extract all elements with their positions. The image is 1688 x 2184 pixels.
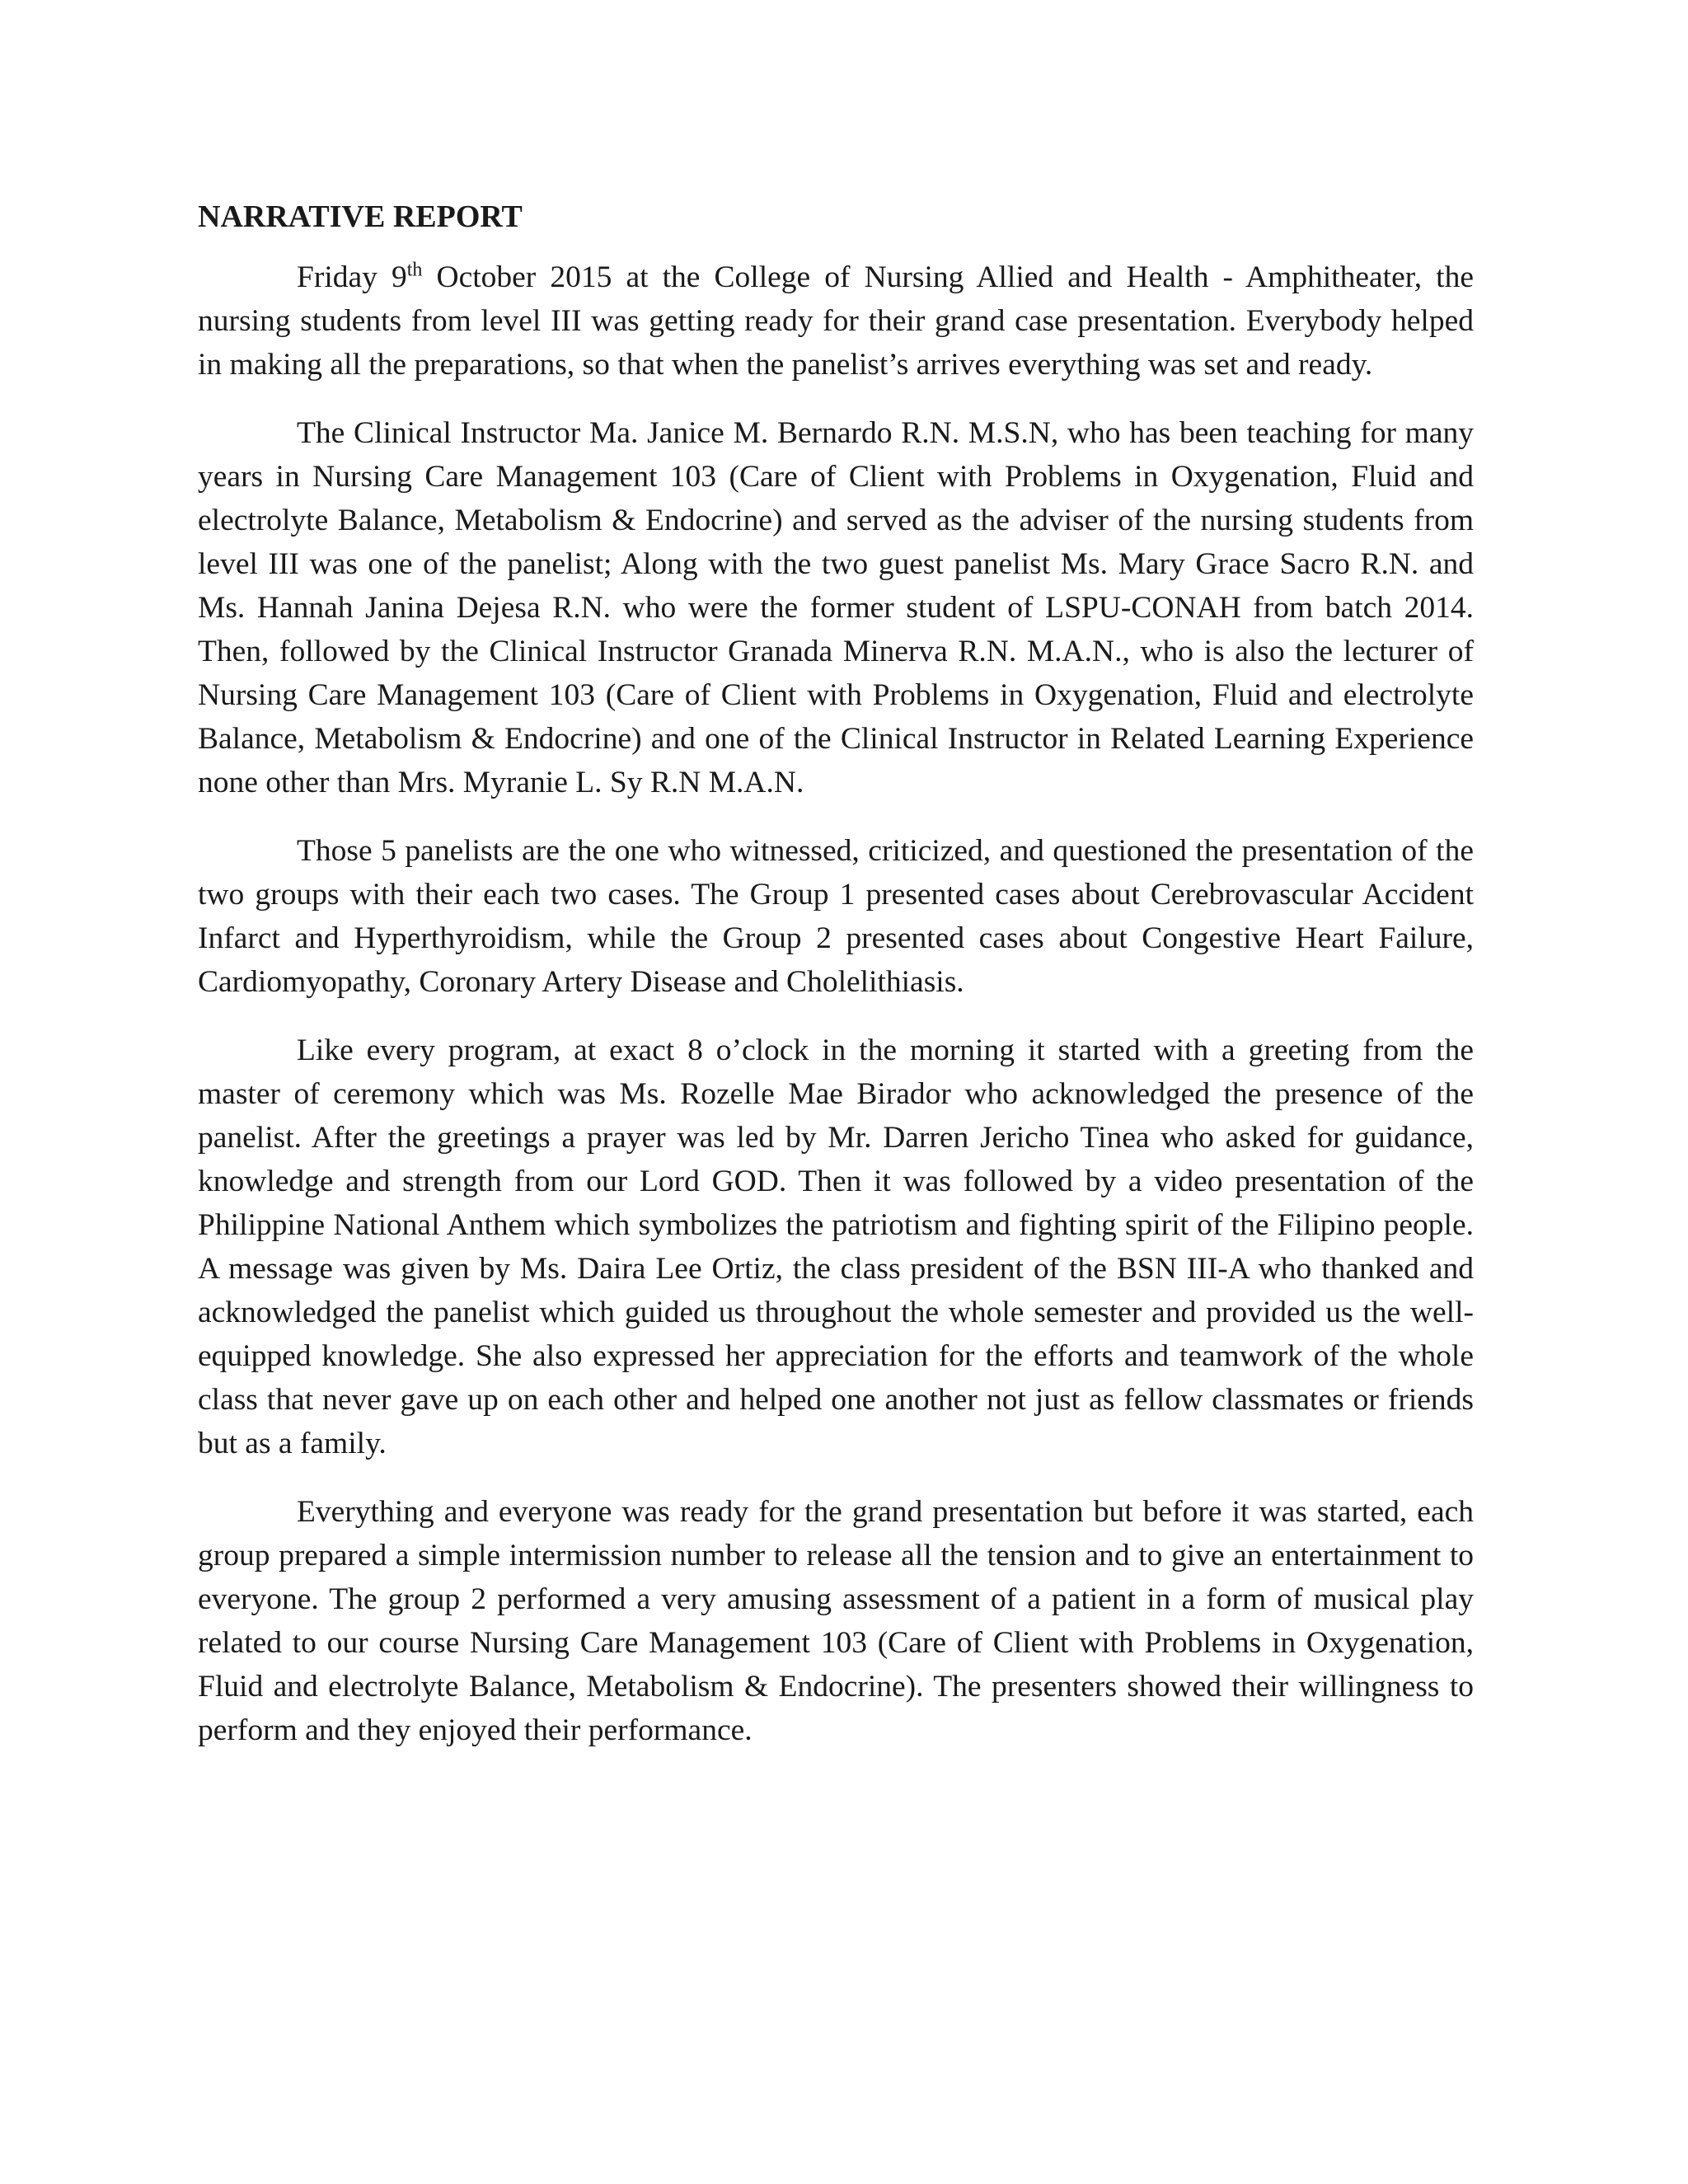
paragraph-cases: Those 5 panelists are the one who witnessed, criticized, and questioned the presentation of the two groups with their each two cases. The Group 1 presented cases about Cerebrovascular Accident Infarct and Hyperthyroidism, while the Group 2 presented cases about Congestive Heart Failure, Cardiomyopathy, Coronary Artery Disease and Cholelithiasis. xyxy=(198,834,1474,999)
paragraph-program: Like every program, at exact 8 o’clock in the morning it started with a greeting from the master of ceremony which was Ms. Rozelle Mae Birador who acknowledged the presence of the panelist. After the greetings a prayer was led by Mr. Darren Jericho Tinea who asked for guidance, knowledge and strength from our Lord GOD. Then it was followed by a video presentation of the Philippine National Anthem which symbolizes the patriotism and fighting spirit of the Filipino people. A message was given by Ms. Daira Lee Ortiz, the class president of the BSN III-A who thanked and acknowledged the panelist which guided us throughout the whole semester and provided us the well-equipped knowledge. She also expressed her appreciation for the efforts and teamwork of the whole class that never gave up on each other and helped one another not just as fellow classmates or friends but as a family. xyxy=(198,1033,1474,1460)
paragraph-intro-text: October 2015 at the College of Nursing Allied and Health - Amphitheater, the nursing students from level III was getting ready for their grand case presentation. Everybody helped in making all the preparations, so that when the panelist’s arrives everything was set and ready. xyxy=(198,260,1474,382)
document-body xyxy=(198,194,1474,1777)
paragraph-intro xyxy=(198,255,1474,387)
paragraph-panelists: The Clinical Instructor Ma. Janice M. Bernardo R.N. M.S.N, who has been teaching for many years in Nursing Care Management 103 (Care of Client with Problems in Oxygenation, Fluid and electrolyte Balance, Metabolism & Endocrine) and served as the adviser of the nursing students from level III was one of the panelist; Along with the two guest panelist Ms. Mary Grace Sacro R.N. and Ms. Hannah Janina Dejesa R.N. who were the former student of LSPU-CONAH from batch 2014. Then, followed by the Clinical Instructor Granada Minerva R.N. M.A.N., who is also the lecturer of Nursing Care Management 103 (Care of Client with Problems in Oxygenation, Fluid and electrolyte Balance, Metabolism & Endocrine) and one of the Clinical Instructor in Related Learning Experience none other than Mrs. Myranie L. Sy R.N M.A.N. xyxy=(198,416,1474,799)
paragraph-intro-date: Friday 9 xyxy=(297,260,407,294)
document-title: NARRATIVE REPORT xyxy=(198,199,523,234)
paragraph-intermission: Everything and everyone was ready for the grand presentation but before it was started, each group prepared a simple intermission number to release all the tension and to give an entertainment to everyone. The group 2 performed a very amusing assessment of a patient in a form of musical play related to our course Nursing Care Management 103 (Care of Client with Problems in Oxygenation, Fluid and electrolyte Balance, Metabolism & Endocrine). The presenters showed their willingness to perform and they enjoyed their performance. xyxy=(198,1495,1474,1747)
ordinal-suffix: th xyxy=(406,259,423,281)
